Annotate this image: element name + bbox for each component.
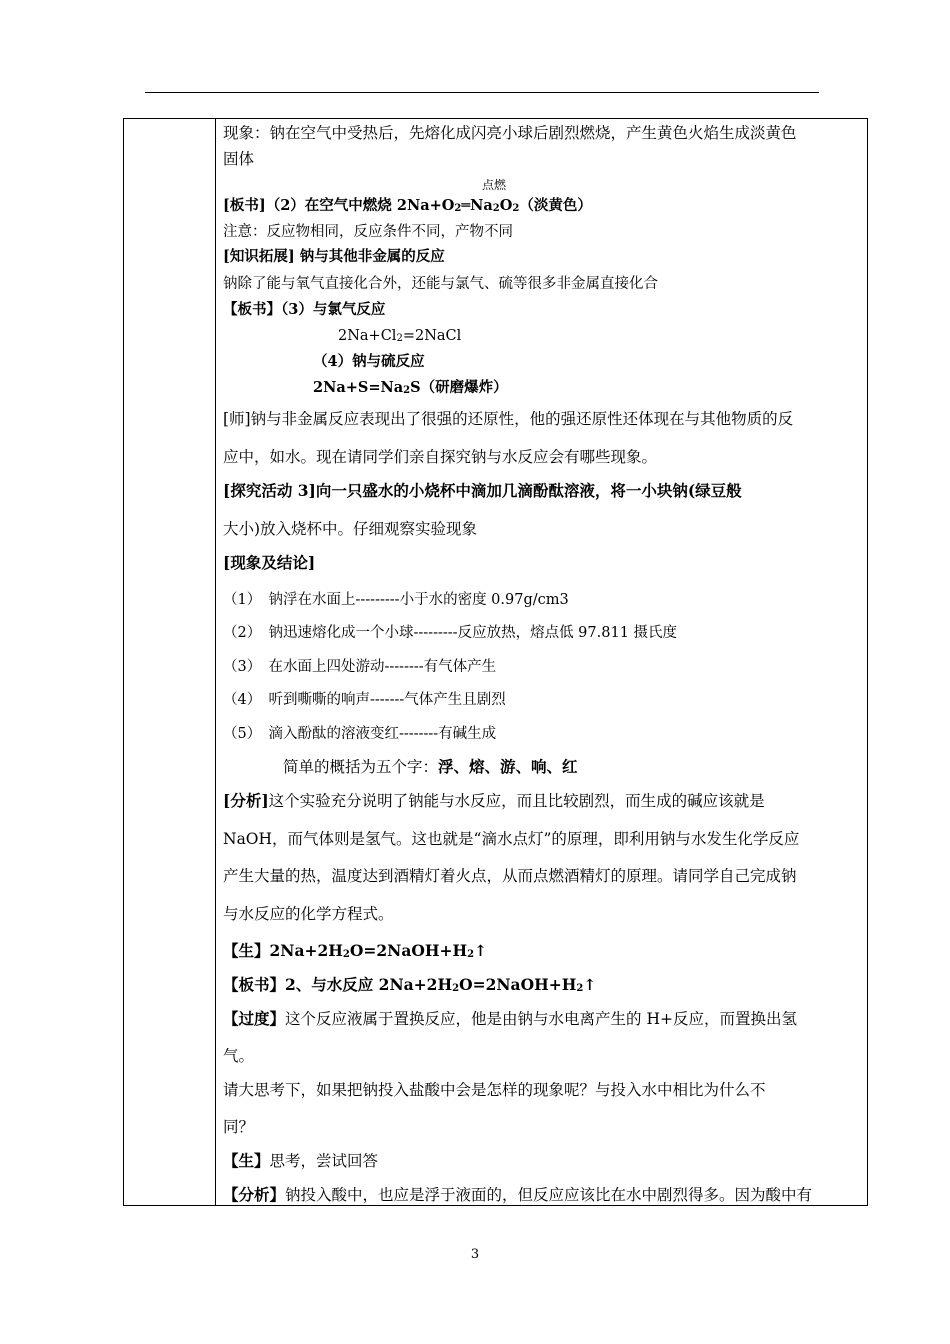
student-equation: 【生】$2Na+2H_2O=2NaOH+H_2↑$ (223, 941, 488, 960)
list-item: （3） 在水面上四处游动--------有气体产生 (223, 659, 497, 675)
text-line: 钠除了能与氧气直接化合外，还能与氯气、硫等很多非金属直接化合 (223, 276, 658, 292)
transition-line-cont: 气。 (223, 1047, 255, 1065)
analysis-acid-line: 【分析】钠投入酸中，也应是浮于液面的，但反应应该比在水中剧烈得多。因为酸中有 (223, 1185, 813, 1204)
teacher-line-cont: 应中，如水。现在请同学们亲自探究钠与水反应会有哪些现象。 (223, 448, 658, 466)
teacher-line: [师]钠与非金属反应表现出了很强的还原性，他的强还原性还体现在与其他物质的反 (223, 410, 794, 428)
board-note-sulfur: （4）钠与硫反应 (313, 353, 425, 370)
board-note-burning: [板书]（2）在空气中燃烧 $2Na+O_2═Na_2O_2$（淡黄色） (223, 197, 592, 214)
column-divider (215, 119, 216, 1205)
knowledge-extension-heading: [知识拓展] 钠与其他非金属的反应 (223, 248, 445, 265)
board-note-chlorine: 【板书】（3）与氯气反应 (223, 301, 386, 318)
analysis-line-cont: 与水反应的化学方程式。 (223, 905, 394, 923)
reaction-condition-label: 点燃 (482, 178, 507, 192)
lesson-table (123, 118, 868, 1206)
activity-line-cont: 大小)放入烧杯中。仔细观察实验现象 (223, 520, 478, 538)
question-line: 请大思考下，如果把钠投入盐酸中会是怎样的现象呢？与投入水中相比为什么不 (223, 1081, 766, 1099)
equation-sulfur: $2Na+S=Na_2S$（研磨爆炸） (313, 379, 508, 396)
list-item: （5） 滴入酚酞的溶液变红--------有碱生成 (223, 726, 497, 742)
analysis-line: [分析]这个实验充分说明了钠能与水反应，而且比较剧烈，而生成的碱应该就是 (223, 791, 765, 810)
analysis-line-cont: 产生大量的热，温度达到酒精灯着火点，从而点燃酒精灯的原理。请同学自己完成钠 (223, 867, 797, 885)
question-line-cont: 同？ (223, 1118, 255, 1136)
student-line: 【生】思考，尝试回答 (223, 1151, 379, 1170)
list-item: （4） 听到嘶嘶的响声-------气体产生且剧烈 (223, 692, 506, 708)
transition-line: 【过度】这个反应液属于置换反应，他是由钠与水电离产生的 H+反应，而置换出氢 (223, 1009, 797, 1028)
equation-chlorine: $2Na+Cl_2=2NaCl$ (338, 328, 462, 344)
analysis-line-cont: NaOH，而气体则是氢气。这也就是“滴水点灯”的原理，即利用钠与水发生化学反应 (223, 830, 800, 848)
phenomenon-line-cont: 固体 (223, 150, 255, 168)
phenomenon-conclusion-heading: [现象及结论] (223, 553, 316, 572)
activity-line: [探究活动 3]向一只盛水的小烧杯中滴加几滴酚酞溶液，将一小块钠(绿豆般 (223, 481, 742, 500)
list-item: （2） 钠迅速熔化成一个小球---------反应放热，熔点低 97.811 摄氏度 (223, 625, 678, 641)
note-line: 注意：反应物相同，反应条件不同，产物不同 (223, 224, 513, 240)
list-item: （1） 钠浮在水面上---------小于水的密度 0.97g/cm3 (223, 592, 569, 608)
summary-line: 简单的概括为五个字：浮、熔、游、响、红 (283, 757, 578, 776)
phenomenon-line: 现象：钠在空气中受热后，先熔化成闪亮小球后剧烈燃烧，产生黄色火焰生成淡黄色 (223, 124, 797, 142)
board-note-water: 【板书】2、与水反应 $2Na+2H_2O=2NaOH+H_2↑$ (223, 975, 597, 994)
page-number: 3 (470, 1247, 480, 1262)
header-rule (145, 92, 819, 93)
